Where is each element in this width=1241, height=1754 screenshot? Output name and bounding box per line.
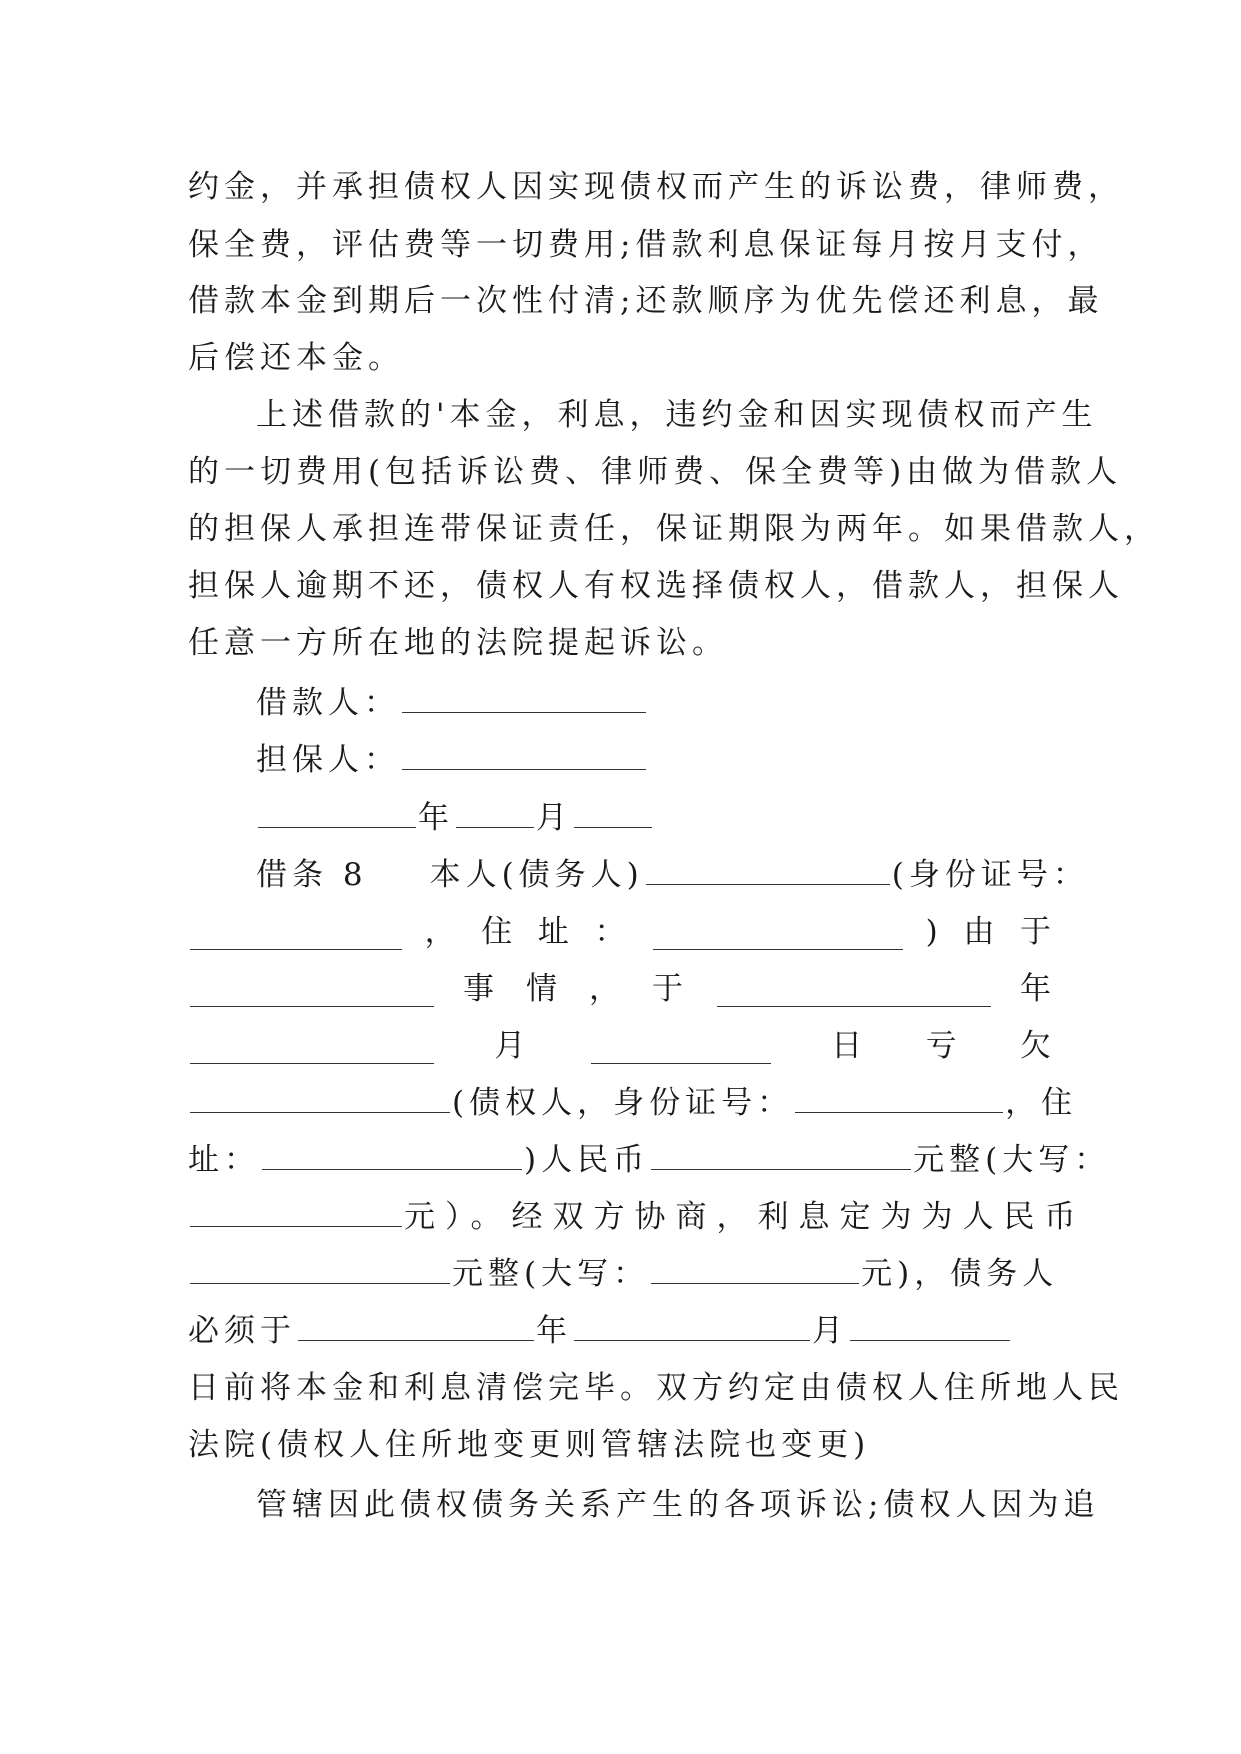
iou-text: ， (424, 914, 461, 950)
date-line (256, 789, 1056, 847)
text-line: 日前将本金和利息清偿完毕。双方约定由债权人住所地人民 (188, 1370, 1124, 1406)
iou-text: 址： (188, 1142, 260, 1178)
iou-line (188, 960, 1056, 1018)
debt-year-blank[interactable] (717, 972, 991, 1007)
debt-day-blank[interactable] (591, 1029, 771, 1064)
interest-amount-blank[interactable] (190, 1249, 450, 1284)
month-label: 月 (536, 800, 572, 836)
year-blank[interactable] (258, 793, 416, 828)
repay-month-blank[interactable] (574, 1306, 810, 1341)
iou-line (188, 1245, 1059, 1303)
text-line: 借款本金到期后一次性付清;还款顺序为优先偿还利息，最 (188, 283, 1104, 319)
iou-text: (债权人，身份证号： (452, 1085, 794, 1121)
iou-text: 年 (1020, 971, 1056, 1007)
iou-text: 必须于 (188, 1313, 296, 1349)
borrower-blank[interactable] (402, 678, 646, 713)
text-line: 任意一方所在地的法院提起诉讼。 (188, 625, 728, 661)
iou-text: 日 (831, 1028, 868, 1064)
debtor-id-blank[interactable] (190, 915, 402, 950)
iou-text: 元）。经双方协商，利息定为为人民币 (404, 1199, 1086, 1235)
iou-text: 月 (494, 1028, 531, 1064)
creditor-name-blank[interactable] (190, 1078, 450, 1113)
creditor-id-blank[interactable] (795, 1078, 1003, 1113)
iou-text: 本人(债务人) (429, 857, 644, 893)
iou-text: ， (589, 971, 625, 1007)
creditor-address-blank[interactable] (262, 1135, 522, 1170)
iou-line (188, 1017, 1056, 1075)
iou-title: 借条 8 (256, 857, 368, 893)
guarantor-label: 担保人： (256, 742, 400, 778)
iou-text: ，住 (1005, 1085, 1078, 1121)
iou-text: 事 (463, 971, 499, 1007)
debtor-name-blank[interactable] (646, 850, 890, 885)
text-line: 法院(债权人住所地变更则管辖法院也变更) (188, 1427, 871, 1463)
iou-text: 于 (652, 971, 688, 1007)
iou-line (188, 1302, 1056, 1360)
text-line: 的担保人承担连带保证责任，保证期限为两年。如果借款人， (188, 511, 1160, 547)
iou-text: 址 (537, 914, 574, 950)
borrower-label: 借款人： (256, 685, 400, 721)
iou-text: 由 (963, 914, 1000, 950)
text-line: 担保人逾期不还，债权人有权选择债权人，借款人，担保人 (188, 568, 1124, 604)
borrower-signature-line (256, 674, 1056, 732)
month-blank[interactable] (456, 793, 534, 828)
text-line: 管辖因此债权债务关系产生的各项诉讼;债权人因为追 (256, 1487, 1100, 1523)
reason-blank[interactable] (190, 972, 434, 1007)
principal-amount-blank[interactable] (651, 1135, 911, 1170)
text-line: 保全费，评估费等一切费用;借款利息保证每月按月支付， (188, 227, 1104, 263)
text-line: 的一切费用(包括诉讼费、律师费、保全费等)由做为借款人 (188, 454, 1123, 490)
iou-text: 元整(大写： (913, 1142, 1111, 1178)
debt-month-blank-prefix[interactable] (190, 1029, 434, 1064)
iou-text: 年 (536, 1313, 572, 1349)
iou-text: 于 (1019, 914, 1056, 950)
iou-line (188, 903, 1056, 961)
repay-day-blank[interactable] (850, 1306, 1010, 1341)
iou-line (188, 1074, 1078, 1132)
iou-line (188, 1188, 1086, 1246)
iou-text: 月 (812, 1313, 848, 1349)
iou-text: 住 (481, 914, 518, 950)
iou-text: 元整(大写： (452, 1256, 650, 1292)
iou-text: 情 (526, 971, 562, 1007)
guarantor-signature-line (256, 731, 1056, 789)
day-blank[interactable] (574, 793, 652, 828)
iou-line (256, 846, 1089, 904)
year-label: 年 (418, 800, 454, 836)
debtor-address-blank[interactable] (653, 915, 903, 950)
guarantor-blank[interactable] (402, 735, 646, 770)
iou-text: ) (925, 914, 943, 950)
iou-text: (身份证号： (891, 857, 1089, 893)
iou-text: 欠 (1019, 1028, 1056, 1064)
iou-text: )人民币 (524, 1142, 650, 1178)
iou-text: ： (594, 914, 631, 950)
principal-capital-blank[interactable] (190, 1192, 402, 1227)
interest-capital-blank[interactable] (651, 1249, 859, 1284)
iou-text: 亏 (925, 1028, 962, 1064)
text-line: 后偿还本金。 (188, 340, 404, 376)
text-line: 上述借款的'本金，利息，违约金和因实现债权而产生 (256, 397, 1098, 433)
iou-text: 元)，债务人 (861, 1256, 1059, 1292)
text-line: 约金，并承担债权人因实现债权而产生的诉讼费，律师费， (188, 169, 1124, 205)
repay-year-blank[interactable] (298, 1306, 534, 1341)
iou-line (188, 1131, 1111, 1189)
